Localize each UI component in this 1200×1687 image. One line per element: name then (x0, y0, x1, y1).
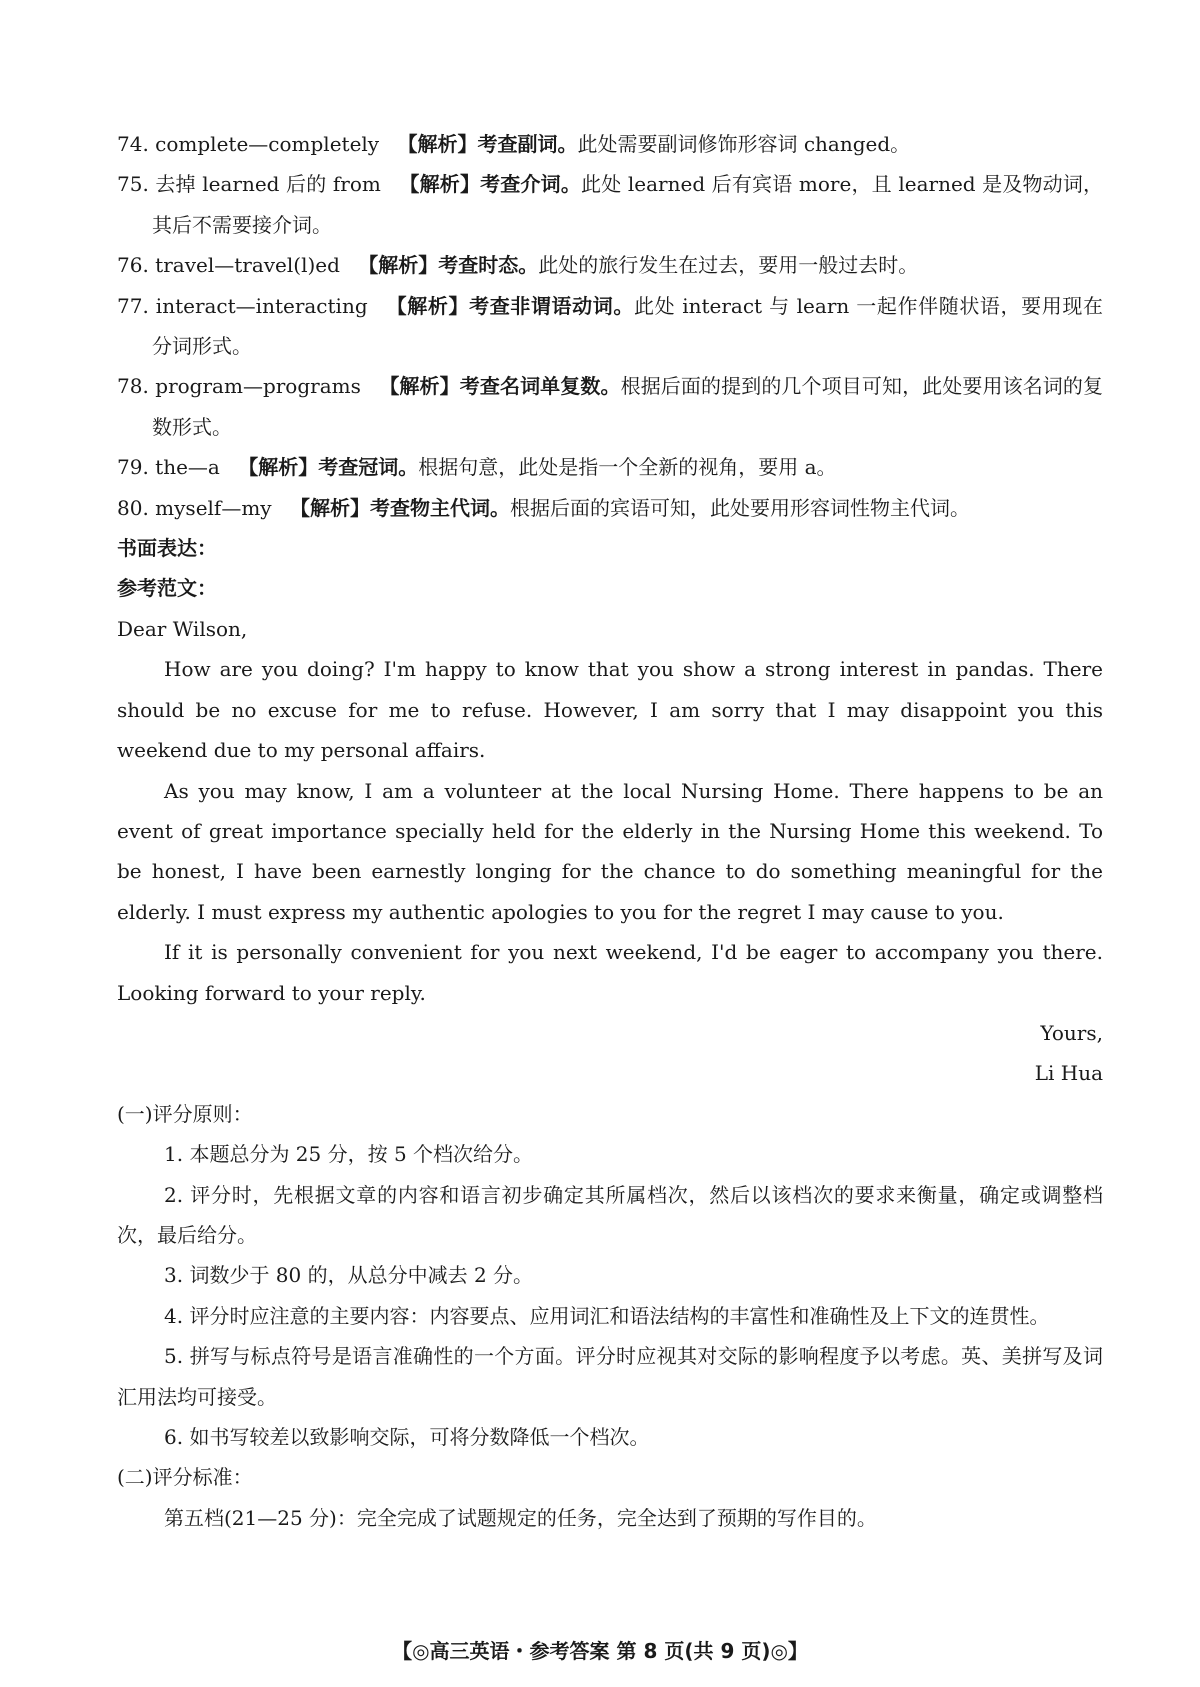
double-circle-icon: ◎ (770, 1639, 788, 1663)
answer-item (117, 488, 1103, 528)
letter-signature: Li Hua (1034, 1061, 1103, 1086)
analysis-text: 根据后面的宾语可知，此处要用形容词性物主代词。 (509, 495, 970, 520)
grading-principle: 1. 本题总分为 25 分，按 5 个档次给分。 (164, 1142, 534, 1167)
answer-number: 77. (117, 293, 149, 318)
grading-principle: 5. 拼写与标点符号是语言准确性的一个方面。评分时应视其对交际的影响程度予以考虑。英、美拼写及词汇用法均可接受。 (117, 1344, 1103, 1409)
answer-correction: 去掉 learned 后的 from (155, 172, 381, 197)
analysis-tag: 【解析】考查副词。 (397, 132, 578, 156)
answer-correction: interact—interacting (155, 293, 368, 318)
grading-principle: 3. 词数少于 80 的，从总分中减去 2 分。 (164, 1263, 534, 1288)
grading-standards-heading: (二)评分标准： (117, 1465, 253, 1490)
answer-number: 75. (117, 172, 149, 197)
answer-number: 76. (117, 253, 149, 278)
letter-paragraph: If it is personally convenient for you next weekend, I'd be eager to accompany you there. Looking forward to your reply. (117, 940, 1103, 1005)
answer-correction: travel—travel(l)ed (155, 253, 340, 278)
analysis-text: 此处需要副词修饰形容词 changed。 (577, 132, 911, 156)
answer-correction: program—programs (155, 374, 361, 399)
footer-right-bracket: 】 (787, 1639, 808, 1663)
grading-principle: 4. 评分时应注意的主要内容：内容要点、应用词汇和语法结构的丰富性和准确性及上下文的连贯性。 (164, 1303, 1050, 1328)
answer-number: 78. (117, 374, 149, 399)
answer-correction: myself—my (155, 495, 272, 520)
analysis-tag: 【解析】考查时态。 (358, 253, 539, 278)
answer-item (117, 124, 1103, 164)
analysis-tag: 【解析】考查非谓语动词。 (386, 293, 635, 318)
analysis-text: 此处 interact 与 learn 一起作伴随状语，要用现在分词形式。 (152, 293, 1104, 359)
footer-page-number: 第 8 页(共 9 页) (616, 1639, 771, 1663)
answer-list (117, 124, 1103, 528)
footer-left-bracket: 【 (392, 1639, 413, 1663)
grading-principle: 6. 如书写较差以致影响交际，可将分数降低一个档次。 (164, 1425, 650, 1449)
answer-number: 74. (117, 132, 149, 156)
grading-principles-heading: (一)评分原则： (117, 1101, 253, 1126)
letter-paragraph: How are you doing? I'm happy to know that you show a strong interest in pandas. There should be no excuse for me to refuse. However, I am sorry that I may disappoint you this weekend due to my personal affairs. (117, 657, 1103, 763)
answer-number: 79. (117, 455, 149, 480)
analysis-text: 根据后面的提到的几个项目可知，此处要用该名词的复数形式。 (152, 374, 1104, 439)
answer-item (117, 245, 1103, 285)
sample-essay-heading: 参考范文： (117, 576, 217, 601)
writing-heading: 书面表达： (117, 536, 217, 561)
answer-item (117, 286, 1103, 367)
analysis-tag: 【解析】考查介词。 (399, 172, 582, 197)
answer-item (117, 366, 1103, 447)
letter-salutation: Dear Wilson, (117, 616, 248, 641)
letter-paragraph: As you may know, I am a volunteer at the local Nursing Home. There happens to be an event of great importance specially held for the elderly in the Nursing Home this weekend. To be honest, I have been earnestly longing for the chance to do something meaningful for the elderly. I must express my authentic apologies to you for the regret I may cause to you. (117, 778, 1103, 924)
letter-closing: Yours, (1040, 1020, 1103, 1045)
analysis-tag: 【解析】考查冠词。 (238, 455, 419, 480)
analysis-tag: 【解析】考查名词单复数。 (379, 374, 621, 399)
double-circle-icon: ◎ (412, 1639, 430, 1663)
analysis-tag: 【解析】考查物主代词。 (289, 495, 510, 520)
page-footer (0, 1635, 1200, 1664)
answer-item (117, 447, 1103, 487)
answer-correction: the—a (155, 455, 220, 480)
analysis-text: 此处的旅行发生在过去，要用一般过去时。 (538, 253, 919, 278)
grading-principle: 2. 评分时，先根据文章的内容和语言初步确定其所属档次，然后以该档次的要求来衡量，确定或调整档次，最后给分。 (117, 1182, 1103, 1247)
answer-correction: complete—completely (155, 132, 380, 156)
analysis-text: 此处 learned 后有宾语 more，且 learned 是及物动词，其后不需要接介词。 (152, 172, 1104, 237)
answer-item (117, 164, 1103, 245)
answer-number: 80. (117, 495, 149, 520)
analysis-text: 根据句意，此处是指一个全新的视角，要用 a。 (418, 455, 837, 480)
grading-standard: 第五档(21—25 分)：完全完成了试题规定的任务，完全达到了预期的写作目的。 (164, 1505, 877, 1530)
page-content (117, 124, 1103, 1538)
footer-title: 高三英语・参考答案 (429, 1639, 610, 1663)
